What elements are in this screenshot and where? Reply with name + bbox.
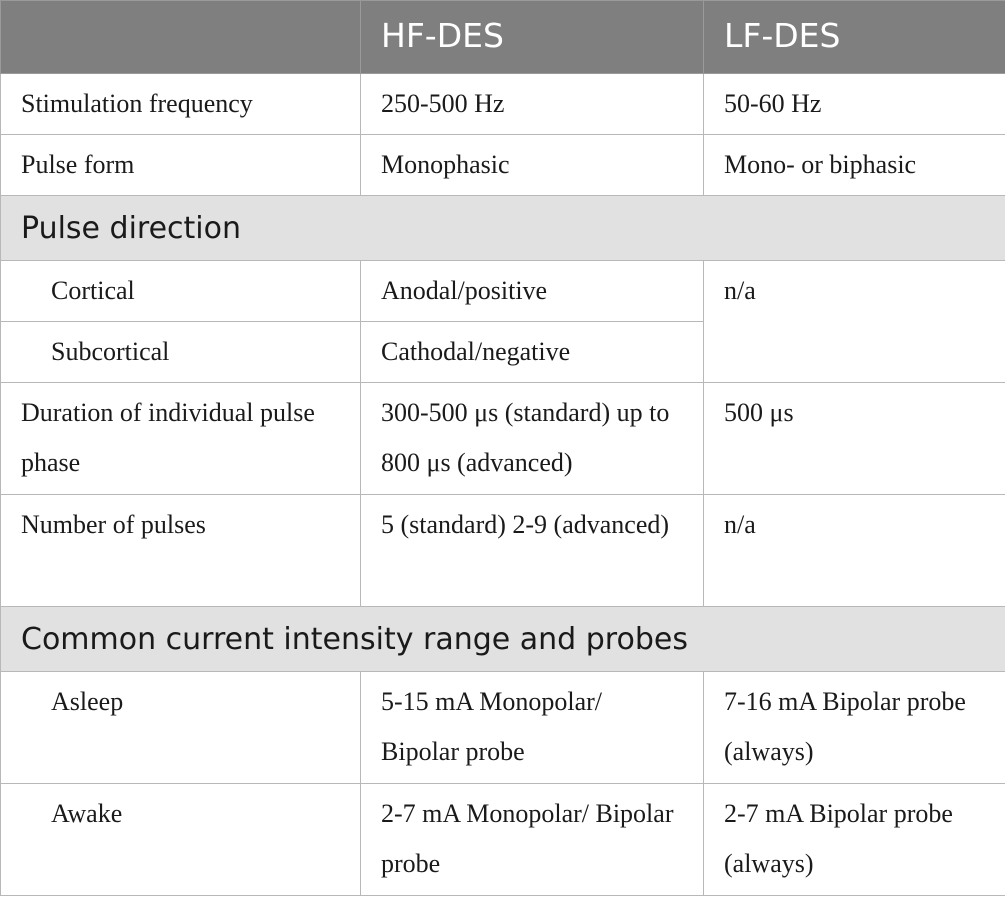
hf-value: 2-7 mA Monopolar/ Bipolar probe	[361, 784, 704, 896]
hf-value: 300-500 μs (standard) up to 800 μs (advanced)	[361, 383, 704, 495]
hf-value: Monophasic	[361, 135, 704, 196]
header-empty	[1, 1, 361, 74]
table-row	[1, 74, 1005, 135]
row-label: Cortical	[1, 261, 361, 322]
table-row	[1, 261, 1005, 322]
hf-value: 5-15 mA Monopolar/ Bipolar probe	[361, 672, 704, 784]
table-row	[1, 135, 1005, 196]
section-row	[1, 607, 1005, 672]
table-row	[1, 672, 1005, 784]
lf-value: n/a	[704, 495, 1005, 607]
lf-value: 50-60 Hz	[704, 74, 1005, 135]
row-label: Subcortical	[1, 322, 361, 383]
header-lf-des: LF-DES	[704, 1, 1005, 74]
section-row	[1, 196, 1005, 261]
hf-value: 5 (standard) 2-9 (advanced)	[361, 495, 704, 607]
hf-value: Anodal/positive	[361, 261, 704, 322]
table-row	[1, 784, 1005, 896]
header-row	[1, 1, 1005, 74]
table-row	[1, 495, 1005, 607]
row-label: Number of pulses	[1, 495, 361, 607]
hf-value: 250-500 Hz	[361, 74, 704, 135]
header-hf-des: HF-DES	[361, 1, 704, 74]
section-heading: Common current intensity range and probes	[1, 607, 1005, 672]
row-label: Duration of individual pulse phase	[1, 383, 361, 495]
lf-value: 2-7 mA Bipolar probe (always)	[704, 784, 1005, 896]
hf-value: Cathodal/negative	[361, 322, 704, 383]
lf-value: n/a	[704, 261, 1005, 383]
lf-value: 500 μs	[704, 383, 1005, 495]
row-label: Asleep	[1, 672, 361, 784]
row-label: Pulse form	[1, 135, 361, 196]
table-row	[1, 383, 1005, 495]
row-label: Stimulation frequency	[1, 74, 361, 135]
lf-value: 7-16 mA Bipolar probe (always)	[704, 672, 1005, 784]
lf-value: Mono- or biphasic	[704, 135, 1005, 196]
section-heading: Pulse direction	[1, 196, 1005, 261]
row-label: Awake	[1, 784, 361, 896]
